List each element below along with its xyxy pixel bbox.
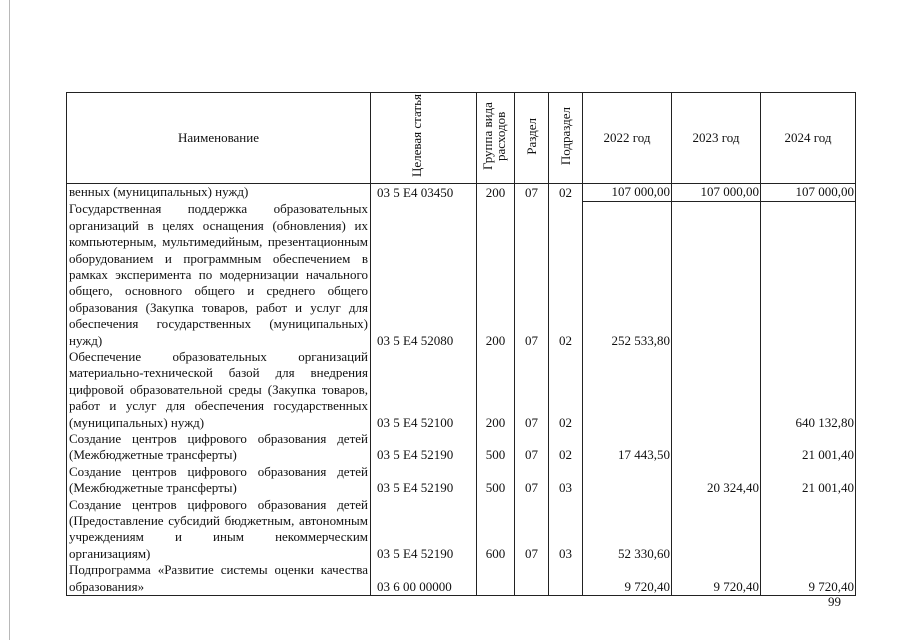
row-section: 07: [515, 349, 549, 431]
row-amount-2024: 21 001,40: [761, 431, 856, 464]
row-group: 500: [477, 431, 515, 464]
row-name: Подпрограмма «Развитие системы оценки качества образования»: [67, 562, 371, 595]
row-group: 200: [477, 201, 515, 349]
row-group: 600: [477, 497, 515, 563]
row-amount-2024: 9 720,40: [761, 562, 856, 595]
row-subsection: 03: [549, 464, 583, 497]
table-row: [67, 349, 856, 431]
row-amount-2022: 9 720,40: [583, 562, 672, 595]
row-amount-2024: [761, 497, 856, 563]
row-amount-2023: 9 720,40: [672, 562, 761, 595]
row-group: 500: [477, 464, 515, 497]
table-row: [67, 562, 856, 595]
row-target-code: 03 5 Е4 03450: [371, 184, 477, 201]
header-subsection: Подраздел: [549, 93, 583, 184]
row-amount-2023: [672, 497, 761, 563]
row-amount-2023: [672, 201, 761, 349]
row-group: 200: [477, 349, 515, 431]
row-group: 200: [477, 184, 515, 201]
row-section: [515, 562, 549, 595]
row-amount-2022: [583, 349, 672, 431]
row-section: 07: [515, 464, 549, 497]
row-target-code: 03 6 00 00000: [371, 562, 477, 595]
header-target-article: Целевая статья: [371, 93, 477, 184]
budget-table: [66, 92, 856, 596]
table-row: [67, 464, 856, 497]
header-name: Наименование: [67, 93, 371, 184]
row-section: 07: [515, 184, 549, 201]
row-name: венных (муниципальных) нужд): [67, 184, 371, 201]
row-amount-2024: 107 000,00: [761, 184, 856, 201]
row-subsection: 02: [549, 184, 583, 201]
page-number: 99: [828, 594, 841, 609]
row-name: Обеспечение образовательных организаций материально-технической базой для внедрения цифровой образовательной среды (Закупка товаров, работ и услуг для обеспечения государственных (муниципальных) нужд): [67, 349, 371, 431]
row-target-code: 03 5 Е4 52080: [371, 201, 477, 349]
row-target-code: 03 5 Е4 52190: [371, 431, 477, 464]
table-row: [67, 497, 856, 563]
header-2023: 2023 год: [672, 93, 761, 184]
table-header-row: [67, 93, 856, 184]
row-name: Государственная поддержка образовательных организаций в целях оснащения (обновления) их компьютерным, мультимедийным, презентационным оборудованием и программным обеспечением в рамках эксперимента по модернизации начального общего, основного общего и среднего общего образования (Закупка товаров, работ и услуг для обеспечения государственных (муниципальных) нужд): [67, 201, 371, 349]
row-subsection: 03: [549, 497, 583, 563]
row-section: 07: [515, 497, 549, 563]
table-row: [67, 184, 856, 201]
row-name: Создание центров цифрового образования детей (Предоставление субсидий бюджетным, автономным учреждениям и иным некоммерческим организациям): [67, 497, 371, 563]
row-subsection: 02: [549, 349, 583, 431]
row-target-code: 03 5 Е4 52190: [371, 464, 477, 497]
row-amount-2022: [583, 464, 672, 497]
row-subsection: 02: [549, 201, 583, 349]
row-amount-2023: [672, 431, 761, 464]
row-amount-2022: 17 443,50: [583, 431, 672, 464]
row-target-code: 03 5 Е4 52190: [371, 497, 477, 563]
table-row: [67, 201, 856, 349]
row-amount-2022: 107 000,00: [583, 184, 672, 201]
row-amount-2024: [761, 201, 856, 349]
header-2022: 2022 год: [583, 93, 672, 184]
row-subsection: 02: [549, 431, 583, 464]
page-edge-line: [9, 0, 10, 640]
header-section: Раздел: [515, 93, 549, 184]
row-amount-2023: 20 324,40: [672, 464, 761, 497]
row-amount-2024: 21 001,40: [761, 464, 856, 497]
row-name: Создание центров цифрового образования детей (Межбюджетные трансферты): [67, 464, 371, 497]
row-amount-2024: 640 132,80: [761, 349, 856, 431]
row-group: [477, 562, 515, 595]
row-amount-2022: 252 533,80: [583, 201, 672, 349]
row-name: Создание центров цифрового образования детей (Межбюджетные трансферты): [67, 431, 371, 464]
table-row: [67, 431, 856, 464]
header-2024: 2024 год: [761, 93, 856, 184]
row-amount-2023: [672, 349, 761, 431]
header-expense-group: Группа вида расходов: [477, 93, 515, 184]
row-section: 07: [515, 201, 549, 349]
row-subsection: [549, 562, 583, 595]
row-target-code: 03 5 Е4 52100: [371, 349, 477, 431]
row-amount-2022: 52 330,60: [583, 497, 672, 563]
row-section: 07: [515, 431, 549, 464]
row-amount-2023: 107 000,00: [672, 184, 761, 201]
